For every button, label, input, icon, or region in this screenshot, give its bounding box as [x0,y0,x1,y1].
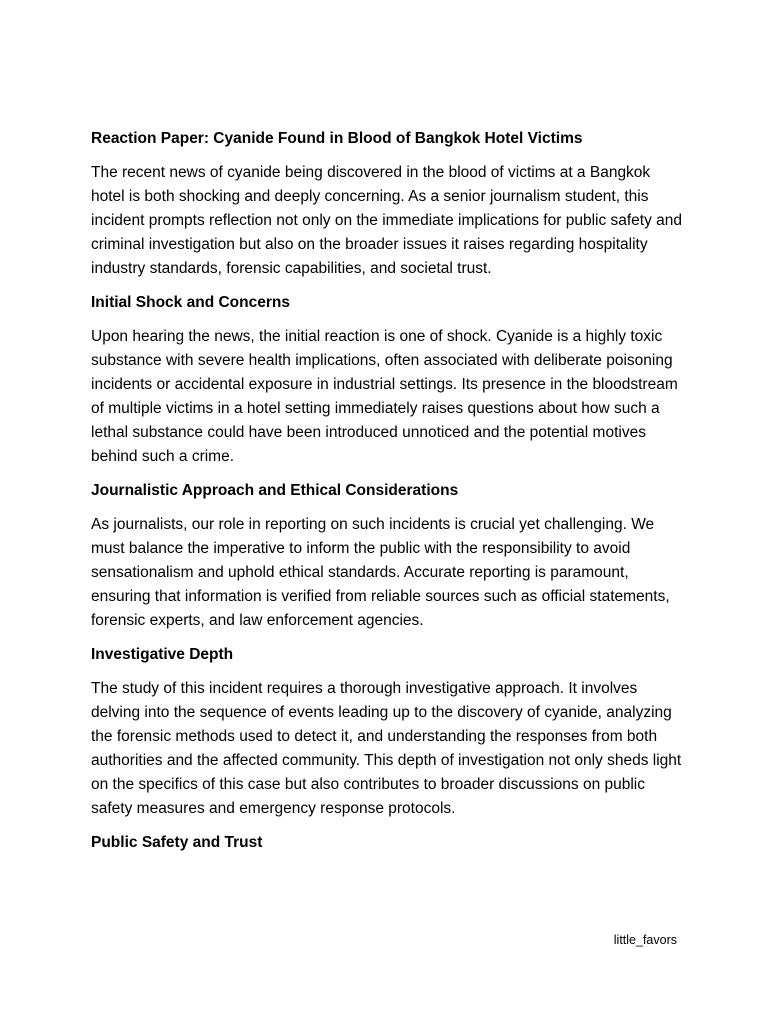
section-heading-investigative-depth: Investigative Depth [91,646,234,663]
section-body-initial-shock: Upon hearing the news, the initial reaction is one of shock. Cyanide is a highly toxic substance with severe health implications, often associated with deliberate poisoning incidents or accidental exposure in industrial settings. Its presence in the bloodstream of multiple victims in a hotel setting immediately raises questions about how such a lethal substance could have been introduced unnoticed and the potential motives behind such a crime. [91,328,678,465]
section-body-investigative-depth: The study of this incident requires a thorough investigative approach. It involves delving into the sequence of events leading up to the discovery of cyanide, analyzing the forensic methods used to detect it, and understanding the responses from both authorities and the affected community. This depth of investigation not only sheds light on the specifics of this case but also contributes to broader discussions on public safety measures and emergency response protocols. [91,680,682,817]
section-heading-public-safety: Public Safety and Trust [91,834,263,851]
section-heading-initial-shock: Initial Shock and Concerns [91,294,290,311]
section-body-journalistic-approach: As journalists, our role in reporting on such incidents is crucial yet challenging. We must balance the imperative to inform the public with the responsibility to avoid sensationalism and uphold ethical standards. Accurate reporting is paramount, ensuring that information is verified from reliable sources such as official statements, forensic experts, and law enforcement agencies. [91,516,670,629]
document-page [91,127,687,865]
section-heading-journalistic-approach: Journalistic Approach and Ethical Considerations [91,482,459,499]
footer-author: little_favors [613,933,677,947]
intro-paragraph: The recent news of cyanide being discovered in the blood of victims at a Bangkok hotel is both shocking and deeply concerning. As a senior journalism student, this incident prompts reflection not only on the immediate implications for public safety and criminal investigation but also on the broader issues it raises regarding hospitality industry standards, forensic capabilities, and societal trust. [91,164,683,277]
document-title: Reaction Paper: Cyanide Found in Blood of Bangkok Hotel Victims [91,130,583,147]
